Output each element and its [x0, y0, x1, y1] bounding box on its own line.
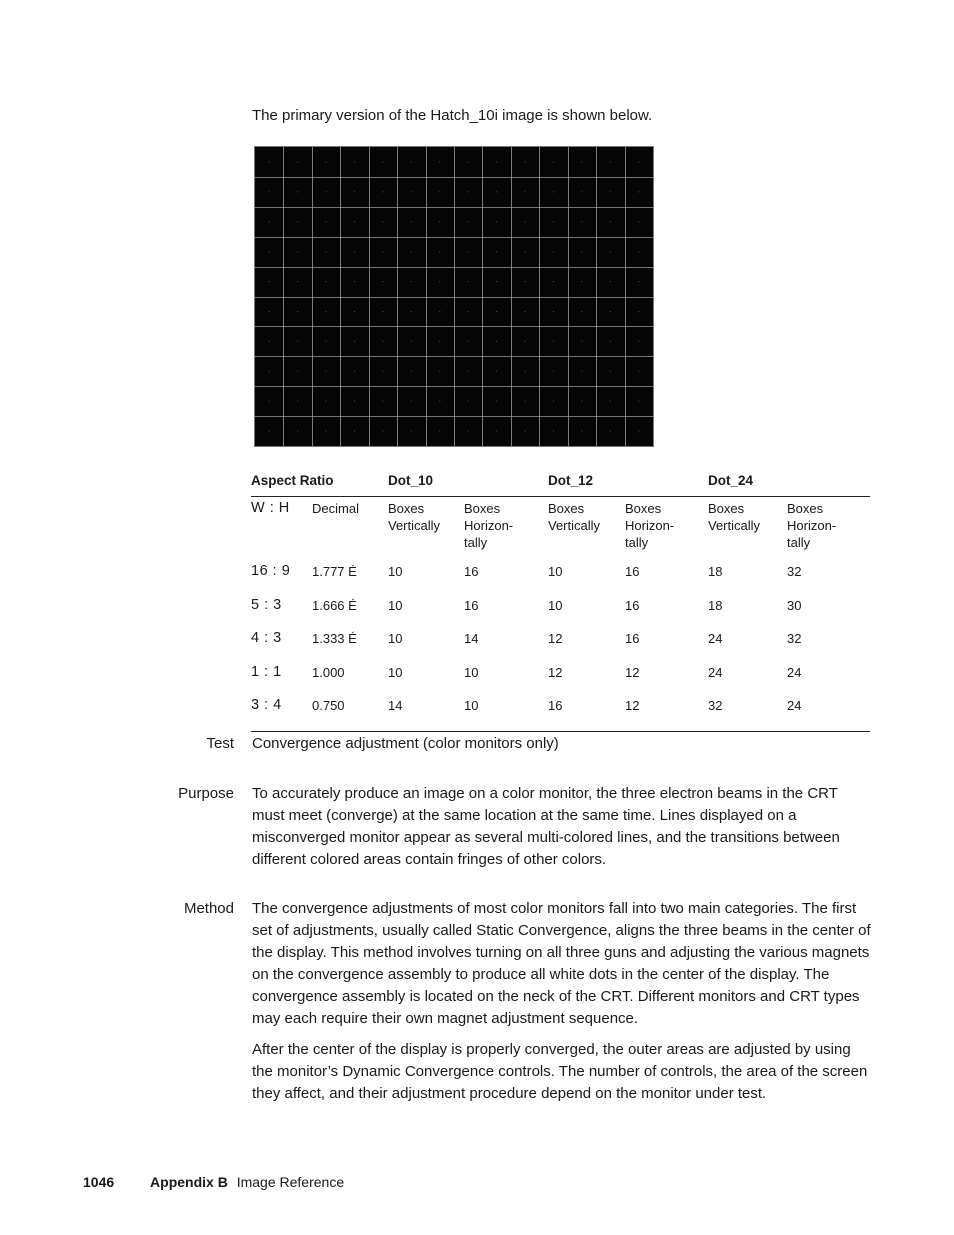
table-cell: 14: [388, 693, 464, 731]
hatch-image: [254, 146, 654, 447]
hatch-dot: [354, 311, 355, 312]
hatch-dot: [439, 251, 440, 252]
hatch-dot: [411, 161, 412, 162]
hatch-dot: [610, 431, 611, 432]
hatch-dot: [638, 431, 639, 432]
header-dot-24: Dot_24: [708, 467, 870, 497]
subheader-cell: Boxes Vertically: [388, 501, 441, 533]
hatch-dot: [269, 161, 270, 162]
subheader-cell: Boxes Horizon- tally: [464, 501, 514, 550]
subheader-cell: Boxes Vertically: [708, 501, 761, 533]
hatch-dot: [468, 251, 469, 252]
table-cell: 12: [625, 664, 640, 680]
hatch-dot: [468, 401, 469, 402]
hatch-dot: [468, 431, 469, 432]
hatch-dot: [525, 161, 526, 162]
table-cell: 24: [708, 631, 723, 647]
table-cell: 1.777 É: [312, 564, 357, 579]
hatch-dot: [610, 401, 611, 402]
hatch-dot: [354, 431, 355, 432]
hatch-dot: [269, 341, 270, 342]
table-cell: 16: [625, 631, 640, 647]
table-subheader-row: [251, 497, 870, 560]
hatch-dot: [382, 161, 383, 162]
hatch-dot: [326, 281, 327, 282]
hatch-dot: [553, 401, 554, 402]
hatch-dot: [382, 221, 383, 222]
table-cell: 32: [787, 564, 802, 579]
hatch-dot: [326, 401, 327, 402]
hatch-dot: [468, 281, 469, 282]
hatch-dot: [269, 311, 270, 312]
hatch-dot: [525, 221, 526, 222]
hatch-dot: [525, 281, 526, 282]
hatch-dot: [610, 281, 611, 282]
hatch-dot: [581, 161, 582, 162]
hatch-dot: [354, 341, 355, 342]
hatch-dot: [354, 191, 355, 192]
hatch-dot: [297, 221, 298, 222]
hatch-dot: [297, 341, 298, 342]
table-row: [251, 593, 870, 627]
hatch-dot: [269, 281, 270, 282]
hatch-dot: [553, 341, 554, 342]
table-cell: 1.000: [312, 664, 345, 680]
hatch-dot: [553, 281, 554, 282]
table-cell: 12: [548, 664, 563, 680]
hatch-dot: [638, 221, 639, 222]
hatch-dot: [326, 221, 327, 222]
table-cell: 16: [464, 564, 479, 579]
subheader-cell: Boxes Vertically: [548, 501, 601, 533]
hatch-dot: [326, 161, 327, 162]
hatch-dot: [610, 161, 611, 162]
hatch-dot: [411, 431, 412, 432]
table-cell: 10: [388, 631, 403, 647]
subheader-cell: Decimal: [312, 501, 359, 516]
hatch-dot: [638, 161, 639, 162]
hatch-dot: [525, 371, 526, 372]
hatch-dot: [354, 221, 355, 222]
table-cell: 18: [708, 564, 723, 579]
hatch-dot: [411, 401, 412, 402]
aspect-ratio-table: [251, 467, 870, 732]
hatch-dot: [439, 191, 440, 192]
hatch-dot: [297, 251, 298, 252]
method-paragraph: The convergence adjustments of most color monitors fall into two main categories. The first set of adjustments, usually called Static Convergence, aligns the three beams in the center of the display. This method involves turning on all three guns and adjusting the various magnets on the convergence assembly to produce all white dots in the center of the display. The convergence assembly is located on the neck of the CRT. Different monitors and CRT types may each require their own magnet adjustment sequence.: [252, 900, 871, 1027]
hatch-dot: [269, 401, 270, 402]
hatch-dot: [610, 191, 611, 192]
hatch-dot: [496, 221, 497, 222]
page-number: 1046: [83, 1174, 115, 1190]
hatch-dot: [525, 251, 526, 252]
hatch-dot: [382, 341, 383, 342]
hatch-dot: [297, 161, 298, 162]
hatch-dot: [269, 371, 270, 372]
hatch-dot: [468, 161, 469, 162]
table-row: [251, 660, 870, 694]
ratio-cell: 3 : 4: [251, 693, 312, 731]
hatch-dot: [610, 251, 611, 252]
hatch-dot: [638, 401, 639, 402]
intro-text: The primary version of the Hatch_10i image is shown below.: [252, 107, 653, 124]
purpose-text: To accurately produce an image on a color monitor, the three electron beams in the CRT must meet (converge) at the same location at the same time. Lines displayed on a misconverged monitor appear as several multi-colored lines, and the transitions between different colored areas contain fringes of other colors.: [252, 785, 840, 868]
hatch-dot: [553, 371, 554, 372]
hatch-dot: [553, 221, 554, 222]
hatch-dot: [553, 311, 554, 312]
hatch-dot: [525, 401, 526, 402]
hatch-dot: [326, 371, 327, 372]
hatch-dot: [439, 431, 440, 432]
test-text: Convergence adjustment (color monitors only): [252, 735, 559, 752]
hatch-dot: [581, 191, 582, 192]
hatch-dot: [411, 191, 412, 192]
hatch-dot: [411, 251, 412, 252]
method-body: [252, 898, 872, 1114]
hatch-dot: [269, 221, 270, 222]
hatch-dot: [411, 221, 412, 222]
table-cell: 12: [548, 631, 563, 647]
hatch-dot: [411, 371, 412, 372]
hatch-dot: [553, 431, 554, 432]
hatch-dot: [610, 341, 611, 342]
hatch-dot: [610, 311, 611, 312]
hatch-dot: [496, 371, 497, 372]
hatch-dot: [439, 161, 440, 162]
hatch-dot: [553, 251, 554, 252]
hatch-dot: [382, 431, 383, 432]
hatch-dot: [354, 251, 355, 252]
table-cell: 32: [787, 631, 802, 647]
hatch-dot: [496, 191, 497, 192]
hatch-dot: [297, 281, 298, 282]
hatch-dot: [581, 341, 582, 342]
table-cell: 16: [625, 564, 640, 579]
hatch-dot: [496, 281, 497, 282]
method-paragraph: After the center of the display is properly converged, the outer areas are adjusted by using the monitor’s Dynamic Convergence controls. The number of controls, the area of the screen they affect, and their adjustment procedure depend on the monitor under test.: [252, 1041, 868, 1102]
hatch-dot: [496, 341, 497, 342]
table-cell: 32: [708, 693, 787, 731]
hatch-dot: [354, 371, 355, 372]
hatch-dot: [525, 191, 526, 192]
hatch-dot: [468, 371, 469, 372]
hatch-dot: [525, 341, 526, 342]
hatch-dot: [269, 191, 270, 192]
table-cell: 24: [787, 664, 802, 680]
hatch-dot: [297, 431, 298, 432]
table-cell: 14: [464, 631, 479, 647]
hatch-dot: [411, 281, 412, 282]
hatch-dot: [496, 401, 497, 402]
table-cell: 18: [708, 597, 723, 613]
subheader-cell: Boxes Horizon- tally: [787, 501, 837, 550]
hatch-dot: [326, 311, 327, 312]
header-aspect-ratio: Aspect Ratio: [251, 467, 388, 497]
hatch-dot: [354, 161, 355, 162]
ratio-cell: 16 : 9: [251, 563, 291, 579]
hatch-grid: [255, 147, 653, 446]
hatch-dot: [269, 251, 270, 252]
hatch-dot: [581, 311, 582, 312]
hatch-dot: [439, 311, 440, 312]
hatch-dot: [496, 161, 497, 162]
hatch-dot: [382, 251, 383, 252]
hatch-dot: [638, 371, 639, 372]
hatch-dot: [610, 221, 611, 222]
hatch-dot: [581, 401, 582, 402]
hatch-dot: [553, 191, 554, 192]
hatch-dot: [638, 311, 639, 312]
hatch-dot: [297, 371, 298, 372]
hatch-dot: [326, 191, 327, 192]
hatch-dot: [553, 161, 554, 162]
hatch-dot: [382, 371, 383, 372]
hatch-dot: [354, 401, 355, 402]
table-cell: 1.333 É: [312, 631, 357, 647]
subheader-cell: Boxes Horizon- tally: [625, 501, 675, 550]
hatch-dot: [638, 191, 639, 192]
subheader-cell: W : H: [251, 500, 290, 516]
page-footer: [83, 1174, 344, 1190]
hatch-dot: [638, 341, 639, 342]
table-cell: 16: [625, 597, 640, 613]
table-cell: 24: [787, 693, 870, 731]
table-row: [251, 693, 870, 731]
table-header-row: [251, 467, 870, 497]
hatch-dot: [297, 401, 298, 402]
hatch-dot: [468, 341, 469, 342]
table-cell: 10: [388, 664, 403, 680]
table-cell: 30: [787, 597, 802, 613]
hatch-dot: [439, 341, 440, 342]
table-cell: 10: [464, 664, 479, 680]
purpose-label: Purpose: [178, 785, 234, 802]
table-row: [251, 559, 870, 593]
hatch-dot: [411, 311, 412, 312]
hatch-dot: [496, 251, 497, 252]
header-dot-12: Dot_12: [548, 467, 708, 497]
hatch-dot: [581, 251, 582, 252]
hatch-dot: [411, 341, 412, 342]
table-cell: 10: [464, 693, 548, 731]
hatch-dot: [297, 311, 298, 312]
hatch-dot: [525, 311, 526, 312]
table-cell: 10: [548, 564, 563, 579]
hatch-dot: [468, 191, 469, 192]
ratio-cell: 1 : 1: [251, 663, 282, 680]
method-label: Method: [183, 900, 234, 917]
hatch-dot: [439, 281, 440, 282]
hatch-dot: [581, 281, 582, 282]
table-cell: 1.666 É: [312, 597, 357, 613]
hatch-dot: [496, 431, 497, 432]
hatch-dot: [382, 191, 383, 192]
hatch-dot: [354, 281, 355, 282]
table-row: [251, 626, 870, 660]
footer-title: Image Reference: [236, 1174, 345, 1190]
table-cell: 16: [548, 693, 625, 731]
table-cell: 12: [625, 693, 708, 731]
table-cell: 10: [548, 597, 563, 613]
hatch-dot: [525, 431, 526, 432]
hatch-dot: [468, 221, 469, 222]
hatch-dot: [326, 251, 327, 252]
ratio-cell: 4 : 3: [251, 630, 282, 647]
hatch-dot: [269, 431, 270, 432]
hatch-dot: [581, 221, 582, 222]
test-label: Test: [206, 735, 234, 752]
hatch-dot: [326, 341, 327, 342]
hatch-dot: [326, 431, 327, 432]
footer-appendix: Appendix B: [150, 1174, 228, 1190]
table-cell: 10: [388, 597, 403, 613]
hatch-dot: [638, 281, 639, 282]
hatch-dot: [468, 311, 469, 312]
table-cell: 0.750: [312, 693, 388, 731]
hatch-dot: [439, 221, 440, 222]
hatch-dot: [581, 431, 582, 432]
hatch-dot: [439, 371, 440, 372]
hatch-dot: [382, 401, 383, 402]
hatch-dot: [382, 281, 383, 282]
table-cell: 24: [708, 664, 723, 680]
table-cell: 16: [464, 597, 479, 613]
header-dot-10: Dot_10: [388, 467, 548, 497]
hatch-dot: [496, 311, 497, 312]
ratio-cell: 5 : 3: [251, 596, 282, 613]
hatch-dot: [581, 371, 582, 372]
hatch-dot: [439, 401, 440, 402]
hatch-dot: [638, 251, 639, 252]
hatch-dot: [610, 371, 611, 372]
hatch-dot: [297, 191, 298, 192]
table-cell: 10: [388, 564, 403, 579]
hatch-dot: [382, 311, 383, 312]
